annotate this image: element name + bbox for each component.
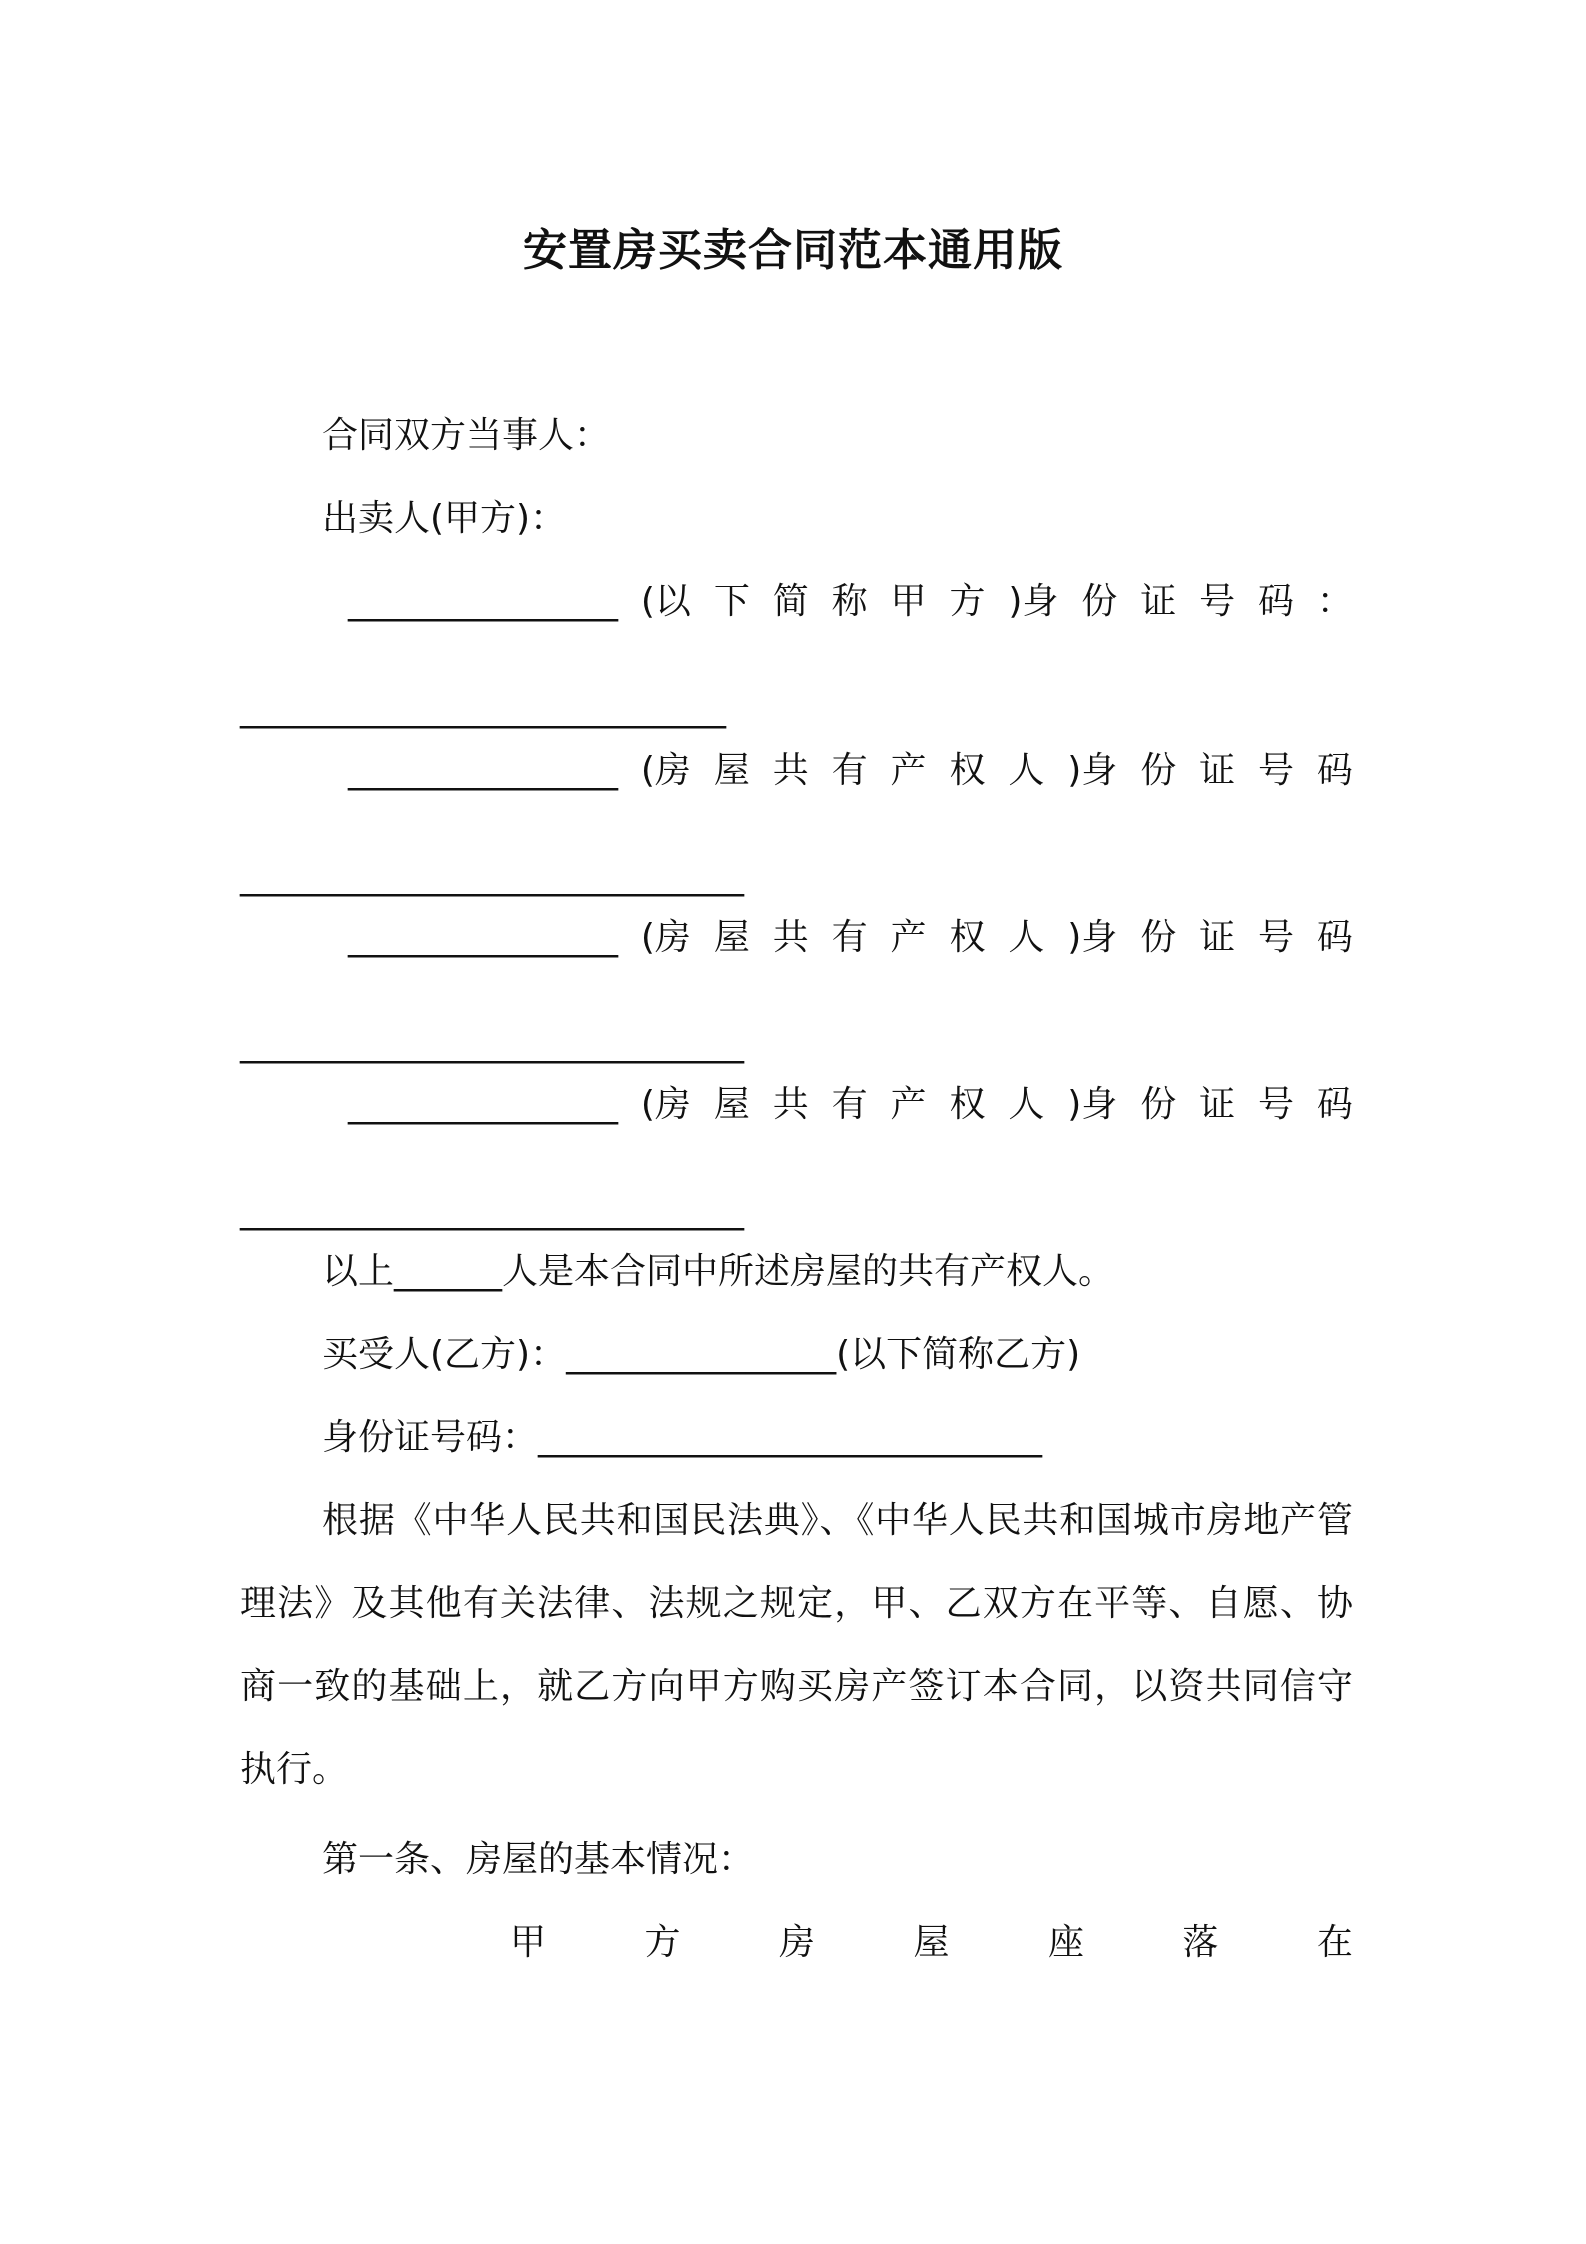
- seller-name-line: _______________ (以 下 简 称 甲 方 )身 份 证 号 码 ：: [348, 576, 1353, 628]
- house-location-line: 甲 方 房 屋 座 落 在: [510, 1922, 1353, 1963]
- coowner-line-2: _______________ (房 屋 共 有 产 权 人 )身 份 证 号 码: [348, 912, 1353, 964]
- buyer-id-line: 身份证号码：____________________________: [322, 1417, 1043, 1458]
- buyer-line: 买受人(乙方)：_______________(以下简称乙方): [322, 1334, 1081, 1375]
- seller-heading: 出卖人(甲方)：: [322, 498, 567, 539]
- basis-paragraph: 根据《中华人民共和国民法典》、《中华人民共和国城市房地产管理法》及其他有关法律、法规之规定，甲、乙双方在平等、自愿、协商一致的基础上，就乙方向甲方购买房产签订本合同，以资共同信守执行。: [240, 1500, 1353, 1790]
- coowner-id-blank-2: ____________________________: [240, 1023, 744, 1064]
- coowner-id-blank-3: ____________________________: [240, 1190, 744, 1231]
- coowners-note: 以上______人是本合同中所述房屋的共有产权人。: [322, 1251, 1115, 1292]
- article-one-heading: 第一条、房屋的基本情况：: [322, 1839, 755, 1880]
- coowner-line-1: _______________ (房 屋 共 有 产 权 人 )身 份 证 号 码: [348, 745, 1353, 797]
- seller-name-blank: _______________: [348, 581, 618, 622]
- coowner-line-3: _______________ (房 屋 共 有 产 权 人 )身 份 证 号 码: [348, 1079, 1353, 1131]
- document-title: 安置房买卖合同范本通用版: [523, 225, 1063, 276]
- coowner-name-blank: _______________: [348, 917, 618, 958]
- coowner-name-blank: _______________: [348, 1084, 618, 1125]
- coowner-name-blank: _______________: [348, 750, 618, 791]
- parties-heading: 合同双方当事人：: [322, 415, 611, 456]
- seller-id-blank: ___________________________: [240, 688, 726, 729]
- coowner-id-blank-1: ____________________________: [240, 856, 744, 897]
